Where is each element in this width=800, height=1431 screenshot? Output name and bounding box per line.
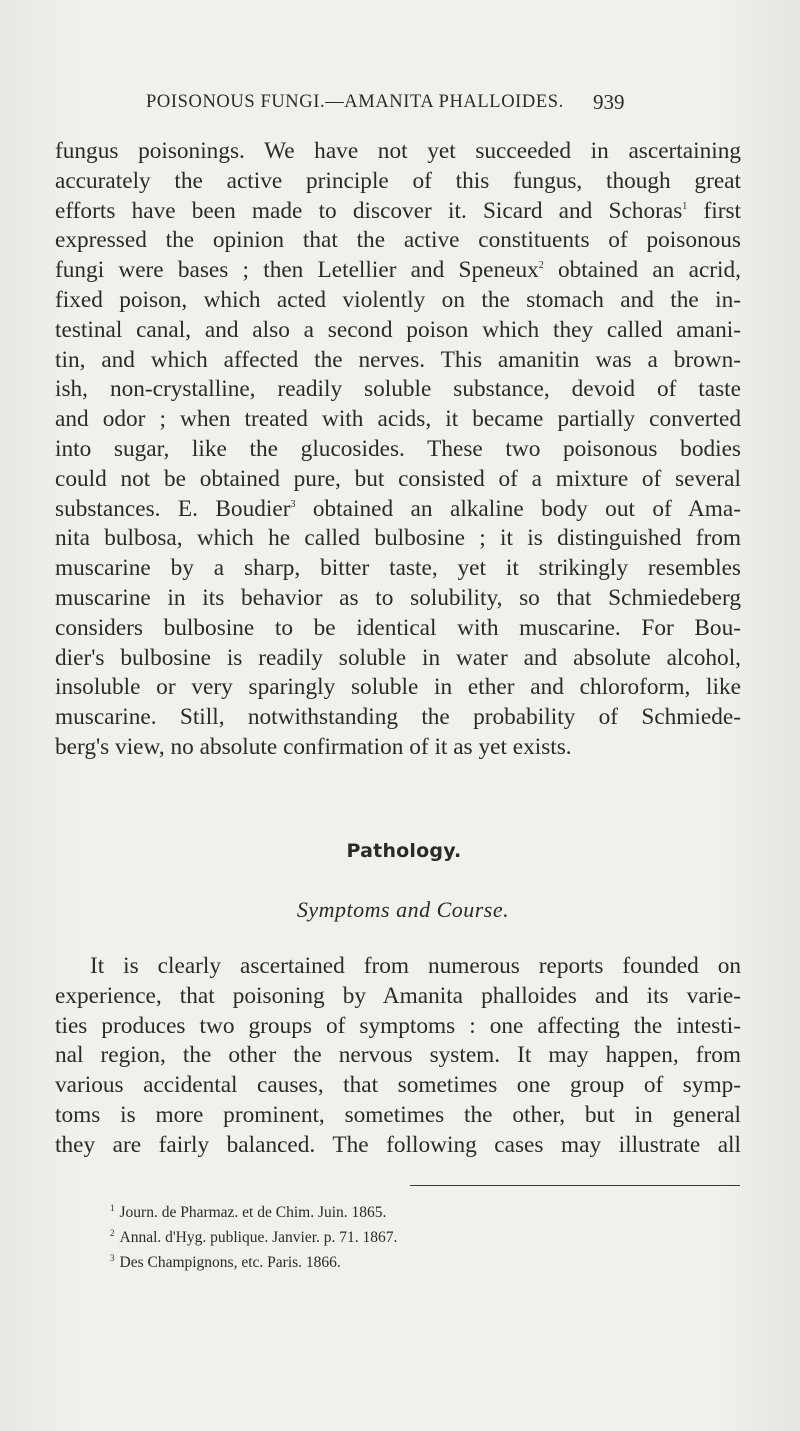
text-line: berg's view, no absolute confirmation of it as yet exists. bbox=[55, 733, 572, 760]
text-line: dier's bulbosine is readily soluble in water and absolute alcohol, bbox=[55, 644, 741, 671]
text-line bbox=[55, 495, 741, 525]
footnote-3 bbox=[110, 1248, 397, 1273]
text-line: fixed poison, which acted violently on the stomach and the in- bbox=[55, 286, 741, 313]
text-line: muscarine. Still, notwithstanding the probability of Schmiede- bbox=[55, 704, 741, 731]
footnote-ref-2[interactable]: 2 bbox=[538, 260, 544, 272]
footnote-text: Des Champignons, etc. Paris. 1866. bbox=[119, 1254, 341, 1272]
text-line: ties produces two groups of symptoms : one affecting the intesti- bbox=[55, 1012, 741, 1039]
text-line: It is clearly ascertained from numerous reports founded on bbox=[90, 953, 741, 979]
text-segment: substances. E. Boudier bbox=[55, 495, 291, 522]
section-heading: Pathology. bbox=[346, 840, 462, 862]
footnote-divider bbox=[410, 1185, 740, 1186]
text-line: insoluble or very sparingly soluble in ether and chloroform, like bbox=[55, 674, 741, 701]
subsection-heading: Symptoms and Course. bbox=[296, 897, 510, 922]
footnote-mark: 2 bbox=[110, 1228, 115, 1239]
footnote-1 bbox=[110, 1198, 397, 1223]
page-number: 939 bbox=[593, 90, 625, 114]
body-paragraph-1 bbox=[55, 137, 741, 763]
text-segment: obtained an alkaline body out of Ama- bbox=[295, 495, 741, 522]
text-segment: first bbox=[687, 197, 741, 224]
footnotes bbox=[110, 1198, 397, 1273]
text-line: and odor ; when treated with acids, it became partially converted bbox=[55, 406, 741, 433]
footnote-text: Annal. d'Hyg. publique. Janvier. p. 71. 1867. bbox=[119, 1229, 398, 1247]
running-head bbox=[0, 92, 800, 122]
text-segment: efforts have been made to discover it. Sicard and Schoras bbox=[55, 197, 683, 224]
footnote-2 bbox=[110, 1223, 397, 1248]
text-line: into sugar, like the glucosides. These two poisonous bodies bbox=[55, 435, 741, 462]
text-segment: obtained an acrid, bbox=[543, 257, 741, 284]
text-line: expressed the opinion that the active constituents of poisonous bbox=[55, 227, 741, 254]
text-line: they are fairly balanced. The following cases may illustrate all bbox=[55, 1131, 741, 1158]
text-line: muscarine by a sharp, bitter taste, yet it strikingly resembles bbox=[55, 555, 741, 582]
text-line: considers bulbosine to be identical with muscarine. For Bou- bbox=[55, 614, 741, 641]
text-line: fungus poisonings. We have not yet succeeded in ascertaining bbox=[55, 138, 741, 164]
footnote-mark: 1 bbox=[110, 1203, 115, 1213]
text-line: ish, non-crystalline, readily soluble substance, devoid of taste bbox=[55, 376, 741, 403]
footnote-text: Journ. de Pharmaz. et de Chim. Juin. 1865. bbox=[119, 1204, 387, 1222]
text-line: could not be obtained pure, but consisted of a mixture of several bbox=[55, 465, 741, 492]
text-line bbox=[55, 197, 741, 227]
running-title: POISONOUS FUNGI.—AMANITA PHALLOIDES. bbox=[146, 92, 564, 112]
text-line: toms is more prominent, sometimes the other, but in general bbox=[55, 1101, 741, 1128]
footnote-mark: 3 bbox=[110, 1253, 115, 1264]
text-line: nal region, the other the nervous system. It may happen, from bbox=[55, 1042, 741, 1069]
text-line: muscarine in its behavior as to solubility, so that Schmiedeberg bbox=[55, 584, 741, 611]
text-line bbox=[55, 256, 741, 286]
text-line: testinal canal, and also a second poison which they called amani- bbox=[55, 316, 741, 343]
text-line: nita bulbosa, which he called bulbosine ; it is distinguished from bbox=[55, 525, 741, 552]
text-line: various accidental causes, that sometimes one group of symp- bbox=[55, 1072, 741, 1099]
text-line: accurately the active principle of this fungus, though great bbox=[55, 167, 741, 194]
footnote-ref-3[interactable]: 3 bbox=[290, 498, 296, 510]
text-line: experience, that poisoning by Amanita phalloides and its varie- bbox=[55, 982, 741, 1009]
text-line: tin, and which affected the nerves. This amanitin was a brown- bbox=[55, 346, 741, 373]
text-segment: fungi were bases ; then Letellier and Speneux bbox=[55, 257, 539, 284]
footnote-ref-1[interactable]: 1 bbox=[682, 200, 688, 212]
body-paragraph-2 bbox=[55, 952, 741, 1161]
